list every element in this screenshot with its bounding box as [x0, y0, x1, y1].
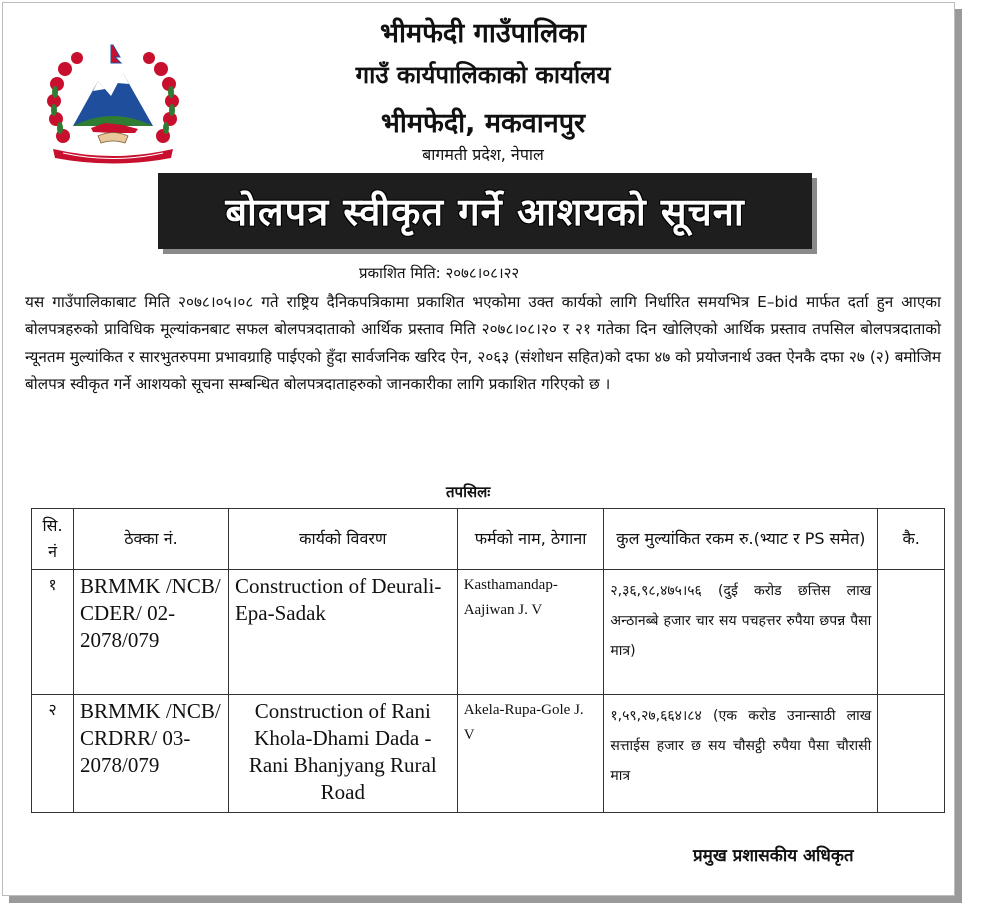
row-firm: Akela-Rupa-Gole J. V [457, 695, 604, 813]
municipality-name: भीमफेदी गाउँपालिका [379, 18, 586, 49]
row-remarks [878, 570, 945, 695]
row-amount: २,३६,९८,४७५।५६ (दुई करोड छत्तिस लाख अन्ठानब्बे हजार चार सय पचहत्तर रुपैया छपन्न पैसा मात्र) [604, 570, 878, 695]
published-date: प्रकाशित मिति: २०७८।०८।२२ [359, 264, 520, 282]
schedule-label: तपसिलः [446, 483, 491, 501]
province-line: बागमती प्रदेश, नेपाल [422, 145, 544, 164]
header-contract-no: ठेक्का नं. [74, 509, 229, 570]
office-location: भीमफेदी, मकवानपुर [380, 108, 586, 139]
header-description: कार्यको विवरण [228, 509, 457, 570]
table-row [32, 695, 945, 813]
header-firm: फर्मको नाम, ठेगाना [457, 509, 604, 570]
nepal-emblem-icon [43, 41, 183, 166]
notice-title: बोलपत्र स्वीकृत गर्ने आशयको सूचना [225, 190, 745, 234]
row-contract-no: BRMMK /NCB/ CRDRR/ 03-2078/079 [74, 695, 229, 813]
header-amount: कुल मुल्यांकित रकम रु.(भ्याट र PS समेत) [604, 509, 878, 570]
row-remarks [878, 695, 945, 813]
bid-results-table [31, 508, 945, 813]
header-remarks: कै. [878, 509, 945, 570]
signature-title: प्रमुख प्रशासकीय अधिकृत [693, 846, 854, 866]
row-sn: २ [32, 695, 74, 813]
table-header-row [32, 509, 945, 570]
row-firm: Kasthamandap-Aajiwan J. V [457, 570, 604, 695]
notice-title-banner [158, 173, 812, 249]
row-contract-no: BRMMK /NCB/ CDER/ 02-2078/079 [74, 570, 229, 695]
table-row [32, 570, 945, 695]
notice-frame [2, 2, 955, 896]
notice-body: यस गाउँपालिकाबाट मिति २०७८।०५।०८ गते राष्ट्रिय दैनिकपत्रिकामा प्रकाशित भएकोमा उक्त कार्यको लागि निर्धारित समयभित्र E–bid मार्फत दर्ता हुन आएका बोलपत्रहरुको प्राविधिक मूल्यांकनबाट सफल बोलपत्रदाताको आर्थिक प्रस्ताव मिति २०७८।०८।२० र २१ गतेका दिन खोलिएको आर्थिक प्रस्ताव तपसिल बोलपत्रदाताको न्यूनतम मुल्यांकित र सारभुतरुपमा प्रभावग्राहि पाईएको हुँदा सार्वजनिक खरिद ऐन, २०६३ (संशोधन सहित)को दफा ४७ को प्रयोजनार्थ उक्त ऐनकै दफा २७ (२) बमोजिम बोलपत्र स्वीकृत गर्ने आशयको सूचना सम्बन्धित बोलपत्रदाताहरुको जानकारीका लागि प्रकाशित गरिएको छ । [25, 293, 941, 394]
row-amount: १,५९,२७,६६४।८४ (एक करोड उनान्साठी लाख सत्ताईस हजार छ सय चौसट्ठी रुपैया पैसा चौरासी मात्र [604, 695, 878, 813]
row-sn: १ [32, 570, 74, 695]
row-description: Construction of Deurali-Epa-Sadak [228, 570, 457, 695]
row-description: Construction of Rani Khola-Dhami Dada -Rani Bhanjyang Rural Road [228, 695, 457, 813]
office-name: गाउँ कार्यपालिकाको कार्यालय [355, 61, 611, 89]
header-sn: सि. नं [32, 509, 74, 570]
